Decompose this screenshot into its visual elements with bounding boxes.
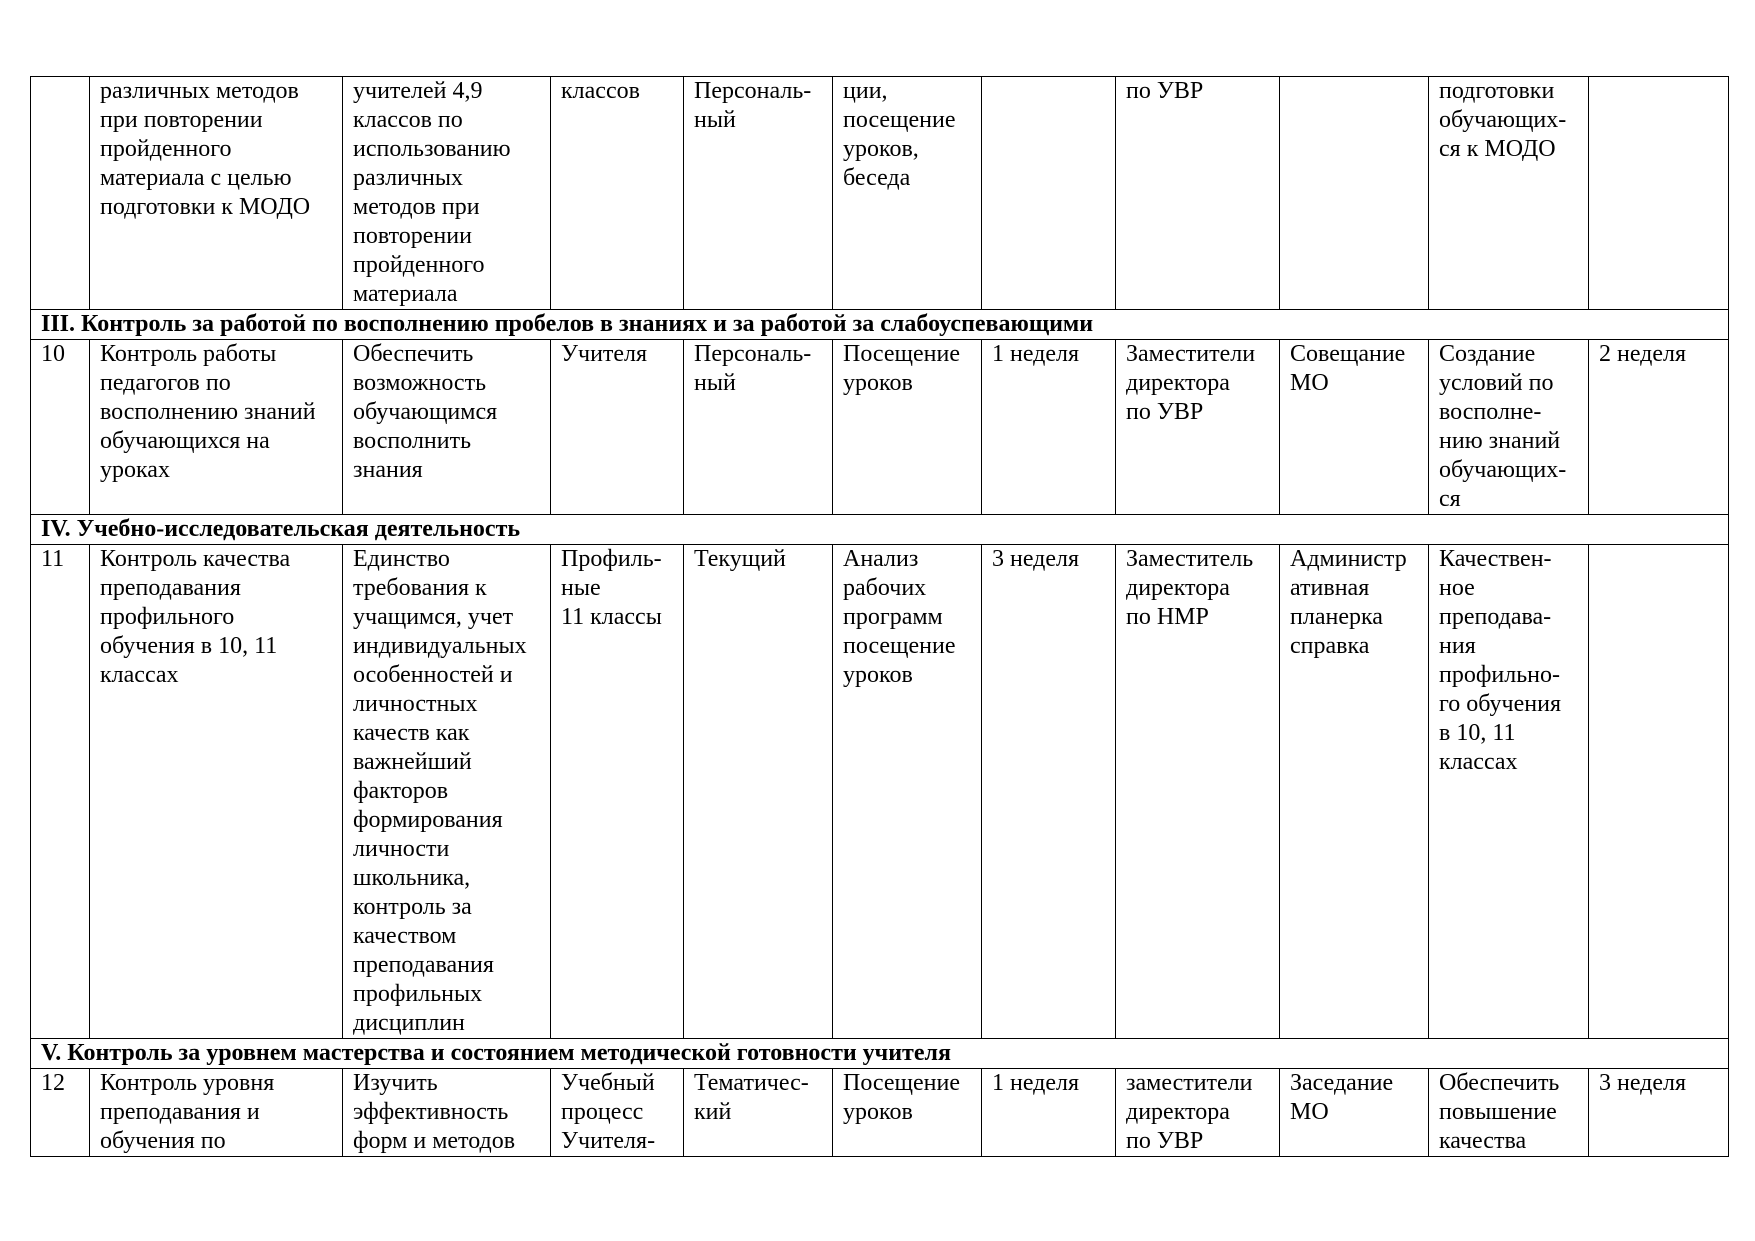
control-type-cell: Персональ- ный: [684, 77, 833, 310]
section-heading: V. Контроль за уровнем мастерства и состоянием методической готовности учителя: [31, 1039, 1729, 1069]
term-cell: [982, 77, 1116, 310]
result-cell: Создание условий по восполне- нию знаний обучающих- ся: [1429, 340, 1589, 515]
table-row: [31, 77, 1729, 310]
responsible-cell: Заместители директора по УВР: [1116, 340, 1280, 515]
control-content-cell: Контроль работы педагогов по восполнению знаний обучающихся на уроках: [90, 340, 343, 515]
responsible-cell: по УВР: [1116, 77, 1280, 310]
section-heading: IV. Учебно-исследовательская деятельность: [31, 515, 1729, 545]
control-plan-table: [30, 76, 1729, 1157]
object-cell: Учебный процесс Учителя-: [551, 1069, 684, 1157]
object-cell: Учителя: [551, 340, 684, 515]
result-cell: Качествен- ное преподава- ния профильно- го обучения в 10, 11 классах: [1429, 545, 1589, 1039]
control-type-cell: Персональ- ный: [684, 340, 833, 515]
term-cell: 3 неделя: [982, 545, 1116, 1039]
table-row: [31, 340, 1729, 515]
control-content-cell: Контроль качества преподавания профильного обучения в 10, 11 классах: [90, 545, 343, 1039]
method-cell: ции, посещение уроков, беседа: [833, 77, 982, 310]
object-cell: классов: [551, 77, 684, 310]
summary-place-cell: Заседание МО: [1280, 1069, 1429, 1157]
term-cell: 1 неделя: [982, 1069, 1116, 1157]
control-content-cell: различных методов при повторении пройденного материала с целью подготовки к МОДО: [90, 77, 343, 310]
goal-cell: учителей 4,9 классов по использованию различных методов при повторении пройденного материала: [343, 77, 551, 310]
object-cell: Профиль- ные 11 классы: [551, 545, 684, 1039]
goal-cell: Обеспечить возможность обучающимся восполнить знания: [343, 340, 551, 515]
section-row: [31, 310, 1729, 340]
recheck-cell: [1589, 77, 1729, 310]
control-type-cell: Тематичес- кий: [684, 1069, 833, 1157]
goal-cell: Единство требования к учащимся, учет индивидуальных особенностей и личностных качеств как важнейший факторов формирования личности школьника, контроль за качеством преподавания профильных дисциплин: [343, 545, 551, 1039]
method-cell: Посещение уроков: [833, 340, 982, 515]
row-number: 10: [31, 340, 90, 515]
row-number: [31, 77, 90, 310]
method-cell: Анализ рабочих программ посещение уроков: [833, 545, 982, 1039]
section-row: [31, 1039, 1729, 1069]
summary-place-cell: [1280, 77, 1429, 310]
section-row: [31, 515, 1729, 545]
goal-cell: Изучить эффективность форм и методов: [343, 1069, 551, 1157]
summary-place-cell: Администр ативная планерка справка: [1280, 545, 1429, 1039]
table-row: [31, 1069, 1729, 1157]
recheck-cell: 3 неделя: [1589, 1069, 1729, 1157]
recheck-cell: [1589, 545, 1729, 1039]
recheck-cell: 2 неделя: [1589, 340, 1729, 515]
method-cell: Посещение уроков: [833, 1069, 982, 1157]
term-cell: 1 неделя: [982, 340, 1116, 515]
responsible-cell: заместители директора по УВР: [1116, 1069, 1280, 1157]
document-page: [30, 76, 1728, 1157]
row-number: 12: [31, 1069, 90, 1157]
row-number: 11: [31, 545, 90, 1039]
result-cell: подготовки обучающих- ся к МОДО: [1429, 77, 1589, 310]
summary-place-cell: Совещание МО: [1280, 340, 1429, 515]
control-content-cell: Контроль уровня преподавания и обучения по: [90, 1069, 343, 1157]
control-type-cell: Текущий: [684, 545, 833, 1039]
result-cell: Обеспечить повышение качества: [1429, 1069, 1589, 1157]
section-heading: III. Контроль за работой по восполнению пробелов в знаниях и за работой за слабоуспевающими: [31, 310, 1729, 340]
table-row: [31, 545, 1729, 1039]
responsible-cell: Заместитель директора по НМР: [1116, 545, 1280, 1039]
